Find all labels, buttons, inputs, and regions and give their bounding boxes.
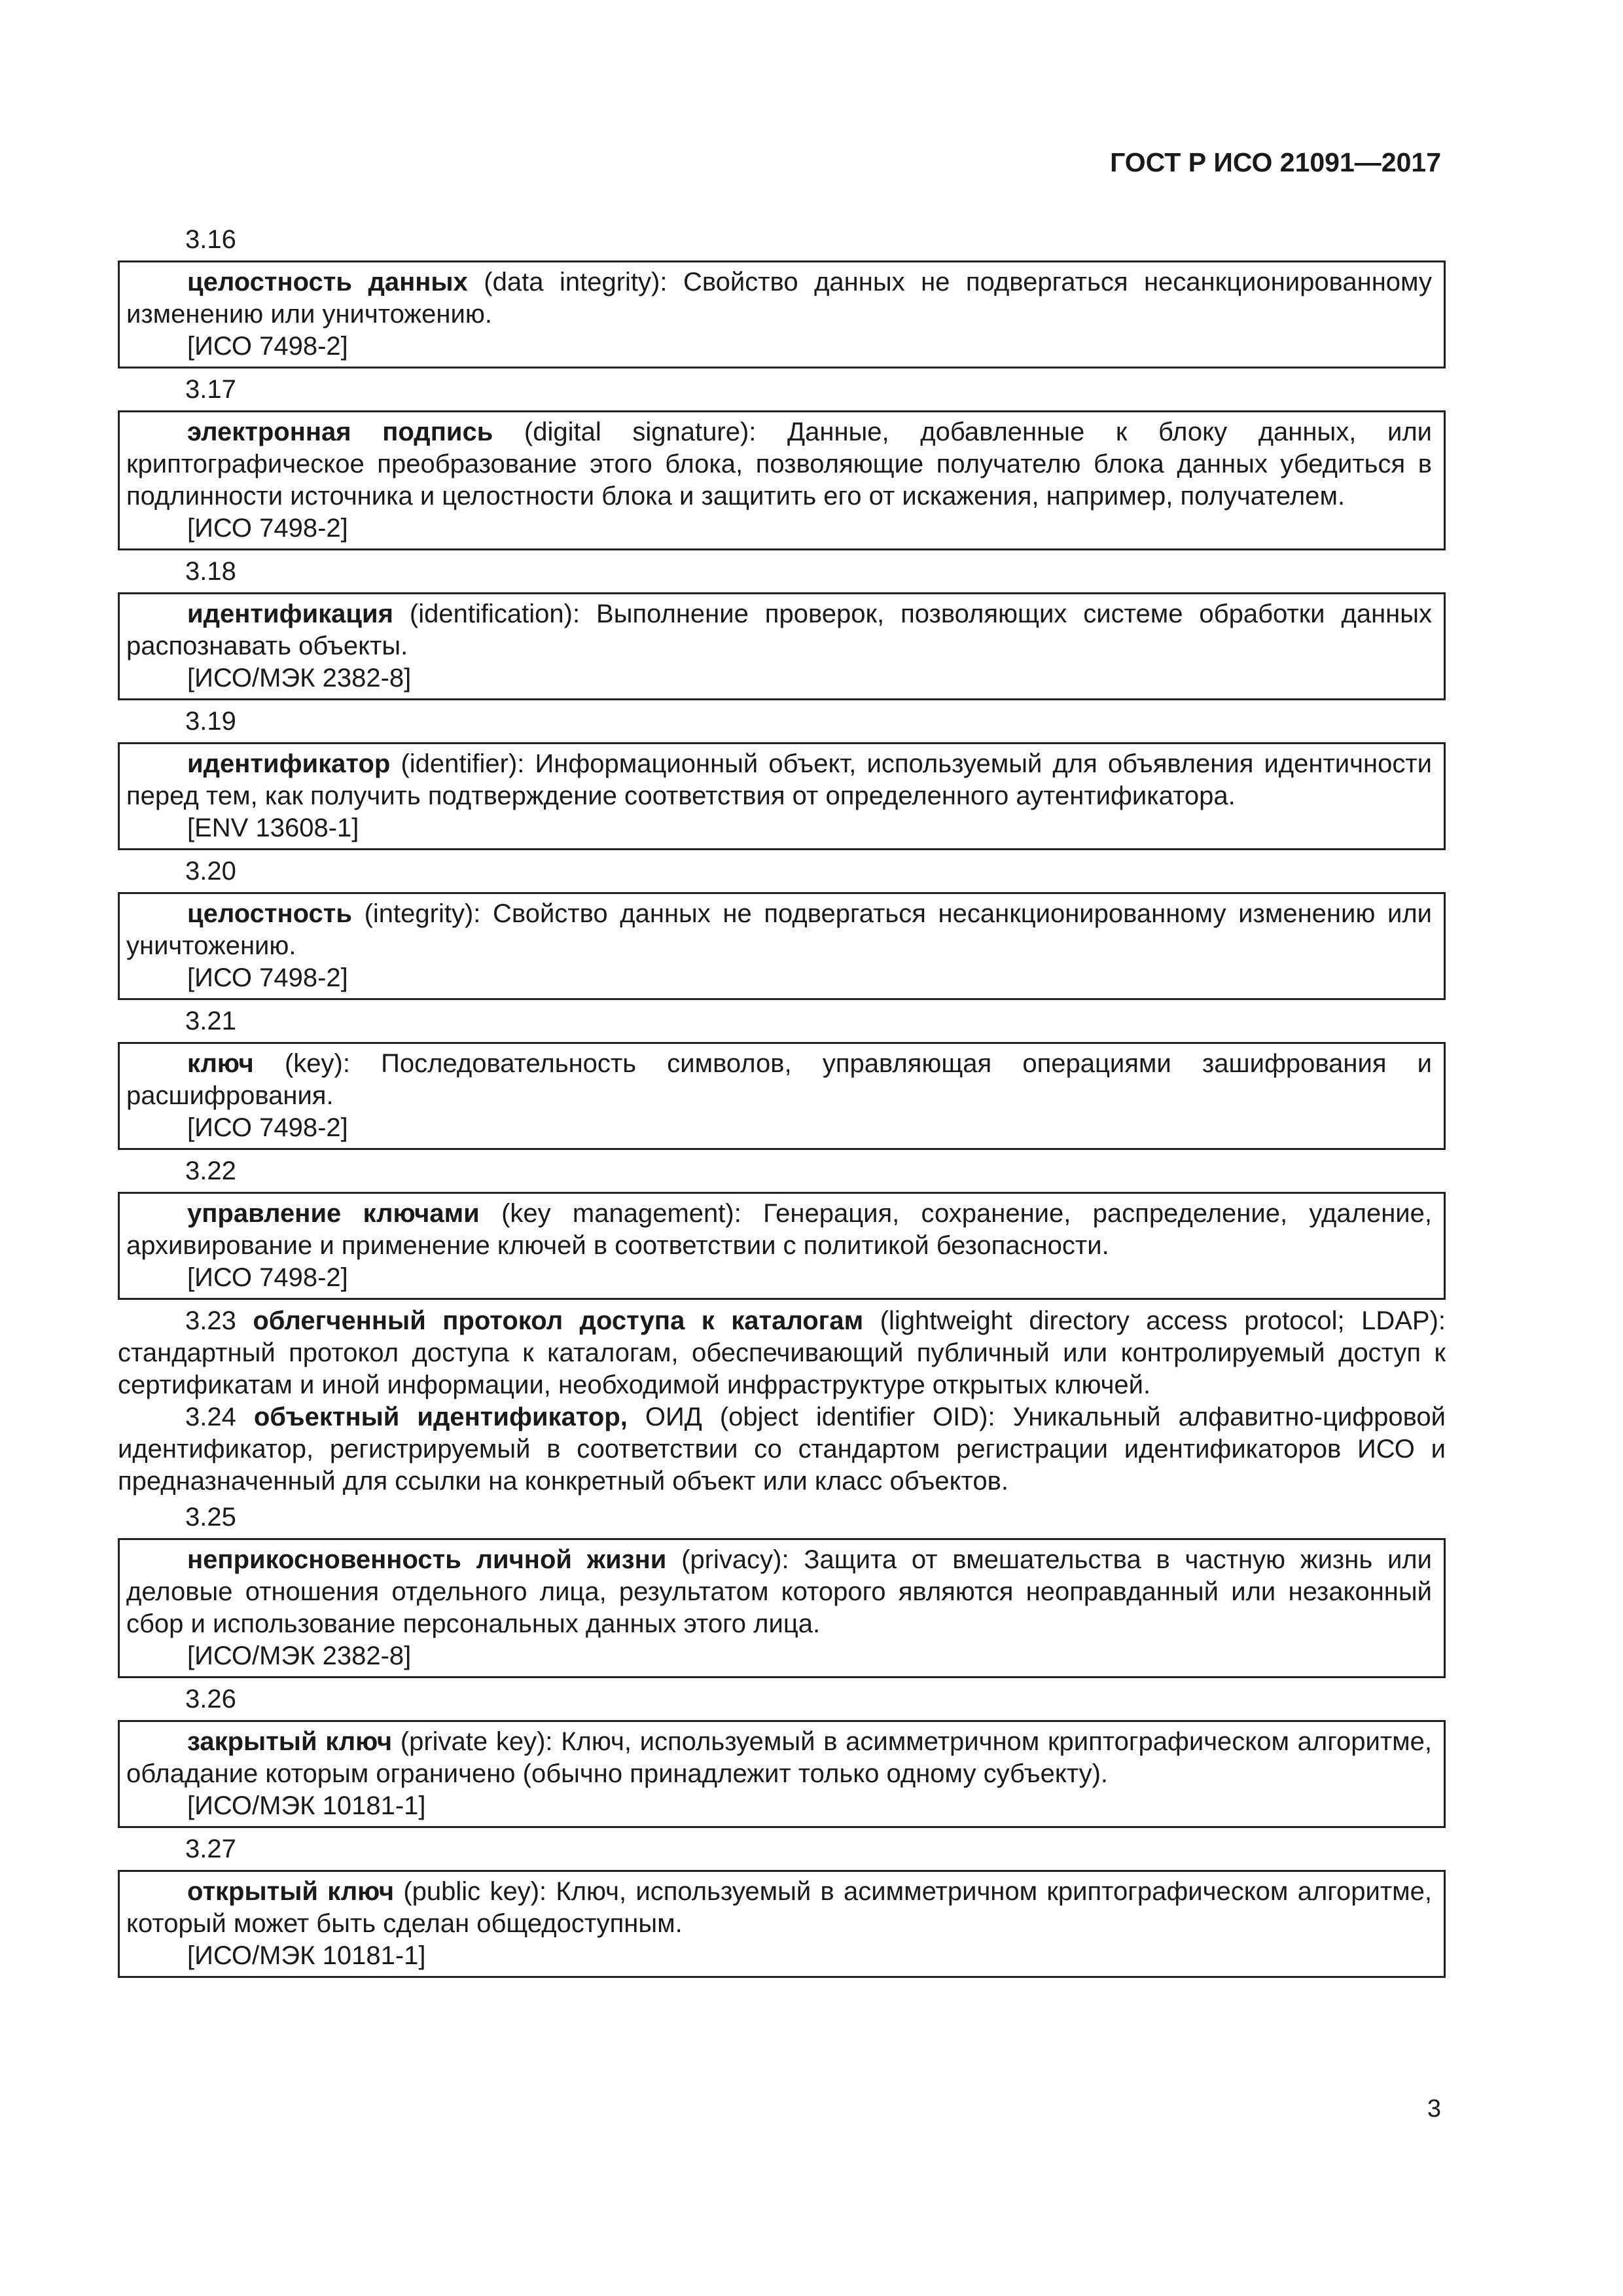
term-name: ключ <box>187 1049 254 1078</box>
term-definition: ОИД (object identifier OID): Уникальный алфавитно-цифровой идентификатор, регистрируемый в соответствии со стандартом регистрации идентификаторов ИСО и предназначенный для ссылки на конкретный объект или класс объектов. <box>118 1403 1446 1496</box>
term-english: (public key) <box>394 1877 540 1906</box>
term-english: (identification) <box>393 600 573 628</box>
term-entry-box <box>118 592 1446 700</box>
term-source: [ИСО 7498-2] <box>187 332 348 361</box>
entry-number: 3.16 <box>185 225 236 254</box>
term-source: [ИСО/МЭК 10181-1] <box>187 1791 426 1820</box>
term-definition: : Данные, добавленные к блоку данных, или криптографическое преобразование этого блока, позволяющие получателю блока данных убедиться в подлинности источника и целостности блока и защитить его от искажения, например, получателем. <box>126 418 1433 511</box>
term-entry-box <box>118 1192 1446 1300</box>
term-entry-box <box>118 1538 1446 1678</box>
term-name: целостность данных <box>187 268 468 296</box>
entry-number: 3.27 <box>185 1835 236 1863</box>
term-name: целостность <box>187 899 352 928</box>
term-entry-box <box>118 742 1446 850</box>
term-source: [ИСО/МЭК 2382-8] <box>187 664 412 692</box>
term-definition: : Информационный объект, используемый для объявления идентичности перед тем, как получить подтверждение соответствия от определенного аутентификатора. <box>126 749 1432 810</box>
entry-number: 3.23 <box>185 1306 253 1335</box>
term-english: (privacy) <box>666 1545 782 1574</box>
term-entry-box <box>118 260 1446 368</box>
entry-number: 3.18 <box>185 557 236 586</box>
term-name: электронная подпись <box>187 418 493 446</box>
term-definition: : Защита от вмешательства в частную жизнь или деловые отношения отдельного лица, результатом которого являются неоправданный или незаконный сбор и использование персональных данных этого лица. <box>126 1545 1432 1638</box>
term-definition: : Последовательность символов, управляющая операциями зашифрования и расшифрования. <box>126 1049 1433 1110</box>
term-source: [ИСО/МЭК 10181-1] <box>187 1941 426 1970</box>
term-source: [ИСО 7498-2] <box>187 1263 348 1292</box>
entry-number: 3.22 <box>185 1157 236 1185</box>
plain-term-entry <box>118 1305 1446 1401</box>
term-name: идентификатор <box>187 749 391 778</box>
term-english: (key) <box>253 1049 343 1078</box>
term-source: [ENV 13608-1] <box>187 814 359 842</box>
entry-number: 3.24 <box>185 1403 254 1431</box>
term-english: (identifier) <box>390 749 518 778</box>
term-source: [ИСО/МЭК 2382-8] <box>187 1641 412 1670</box>
term-definition: : Свойство данных не подвергаться несанкционированному изменению или уничтожению. <box>126 268 1432 329</box>
term-english: (digital signature) <box>493 418 749 446</box>
term-definition: (lightweight directory access protocol; LDAP): стандартный протокол доступа к каталогам, обеспечивающий публичный или контролируемый доступ к сертификатам и иной информации, необходимой инфраструктуре открытых ключей. <box>118 1306 1446 1399</box>
term-entry-box <box>118 1870 1446 1978</box>
document-id-header: ГОСТ Р ИСО 21091—2017 <box>1110 147 1441 177</box>
term-source: [ИСО 7498-2] <box>187 1113 348 1142</box>
term-english: (private key) <box>392 1727 546 1756</box>
entry-number: 3.25 <box>185 1503 236 1532</box>
terms-content <box>118 224 1446 1983</box>
term-entry-box <box>118 1720 1446 1828</box>
term-source: [ИСО 7498-2] <box>187 963 348 992</box>
term-source: [ИСО 7498-2] <box>187 514 348 543</box>
entry-number: 3.26 <box>185 1685 236 1713</box>
plain-term-entries <box>118 1305 1446 1498</box>
term-entry-box <box>118 1042 1446 1150</box>
term-name: идентификация <box>187 600 393 628</box>
term-english: (key management) <box>479 1199 734 1228</box>
page-number: 3 <box>1427 2095 1441 2123</box>
term-definition: : Свойство данных не подвергаться несанкционированному изменению или уничтожению. <box>126 899 1433 960</box>
term-name: управление ключами <box>187 1199 480 1228</box>
entry-number: 3.21 <box>185 1007 236 1035</box>
term-entry-box <box>118 892 1446 1000</box>
entry-number: 3.19 <box>185 707 236 736</box>
term-english: (data integrity) <box>467 268 660 296</box>
term-english: (integrity) <box>351 899 474 928</box>
term-name: объектный идентификатор, <box>253 1403 628 1431</box>
term-name: закрытый ключ <box>187 1727 393 1756</box>
plain-term-entry <box>118 1401 1446 1498</box>
term-definition: : Генерация, сохранение, распределение, удаление, архивирование и применение ключей в соответствии с политикой безопасности. <box>126 1199 1433 1260</box>
term-name: облегченный протокол доступа к каталогам <box>253 1306 864 1335</box>
term-definition: : Ключ, используемый в асимметричном криптографическом алгоритме, который может быть сделан общедоступным. <box>126 1877 1433 1938</box>
term-name: открытый ключ <box>187 1877 395 1906</box>
entry-number: 3.20 <box>185 857 236 886</box>
entry-number: 3.17 <box>185 375 236 404</box>
term-name: неприкосновенность личной жизни <box>187 1545 667 1574</box>
term-entry-box <box>118 410 1446 550</box>
term-definition: : Ключ, используемый в асимметричном криптографическом алгоритме, обладание которым ограничено (обычно принадлежит только одному субъекту). <box>126 1727 1432 1788</box>
term-definition: : Выполнение проверок, позволяющих системе обработки данных распознавать объекты. <box>126 600 1432 660</box>
